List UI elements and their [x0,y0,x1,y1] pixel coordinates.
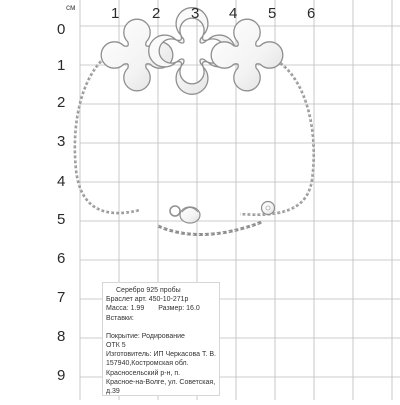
tag-address-1: 157940,Костромская обл. [106,360,189,368]
ruler-left-8: 8 [57,328,66,345]
lobster-clasp [170,206,200,223]
ruler-left-1: 1 [57,57,66,74]
ruler-left-6: 6 [57,250,66,267]
tag-inserts: Вставки: [106,314,134,322]
ruler-top-5: 5 [268,5,277,22]
ruler-left-9: 9 [57,367,66,384]
tag-address-3: Красное-на-Волге, ул. Советская, [106,378,216,386]
tag-mass: Масса: 1.99 [106,305,145,313]
ruler-left-7: 7 [57,289,66,306]
ruler-left-0: 0 [57,21,66,38]
ruler-left-2: 2 [57,94,66,111]
ruler-top-3: 3 [191,5,200,22]
ruler-top-1: 1 [111,5,120,22]
tag-address-4: д.39 [106,388,120,396]
tag-address-2: Красносельский р-н, п. [106,369,181,377]
product-tag [102,282,220,396]
tag-article: Браслет арт. 450-10-271р [106,296,189,304]
unit-label: см [66,3,76,12]
tag-metal: Серебро 925 пробы [116,287,181,294]
extension-chain [158,222,262,235]
ruler-top-4: 4 [229,5,238,22]
tag-otk: ОТК 5 [106,342,126,350]
tag-coating: Покрытие: Родирование [106,332,185,340]
ruler-top-2: 2 [152,5,161,22]
ruler-left-5: 5 [57,211,66,228]
tag-maker: Изготовитель: ИП Черкасова Т. В. [106,351,216,359]
ruler-left-3: 3 [57,133,66,150]
ruler-top-6: 6 [307,5,316,22]
ruler-left-4: 4 [57,173,66,190]
clover-charm-left [101,19,173,91]
tag-size: Размер: 16.0 [158,305,200,313]
end-ring [262,202,275,215]
clover-charm-right [211,19,283,91]
